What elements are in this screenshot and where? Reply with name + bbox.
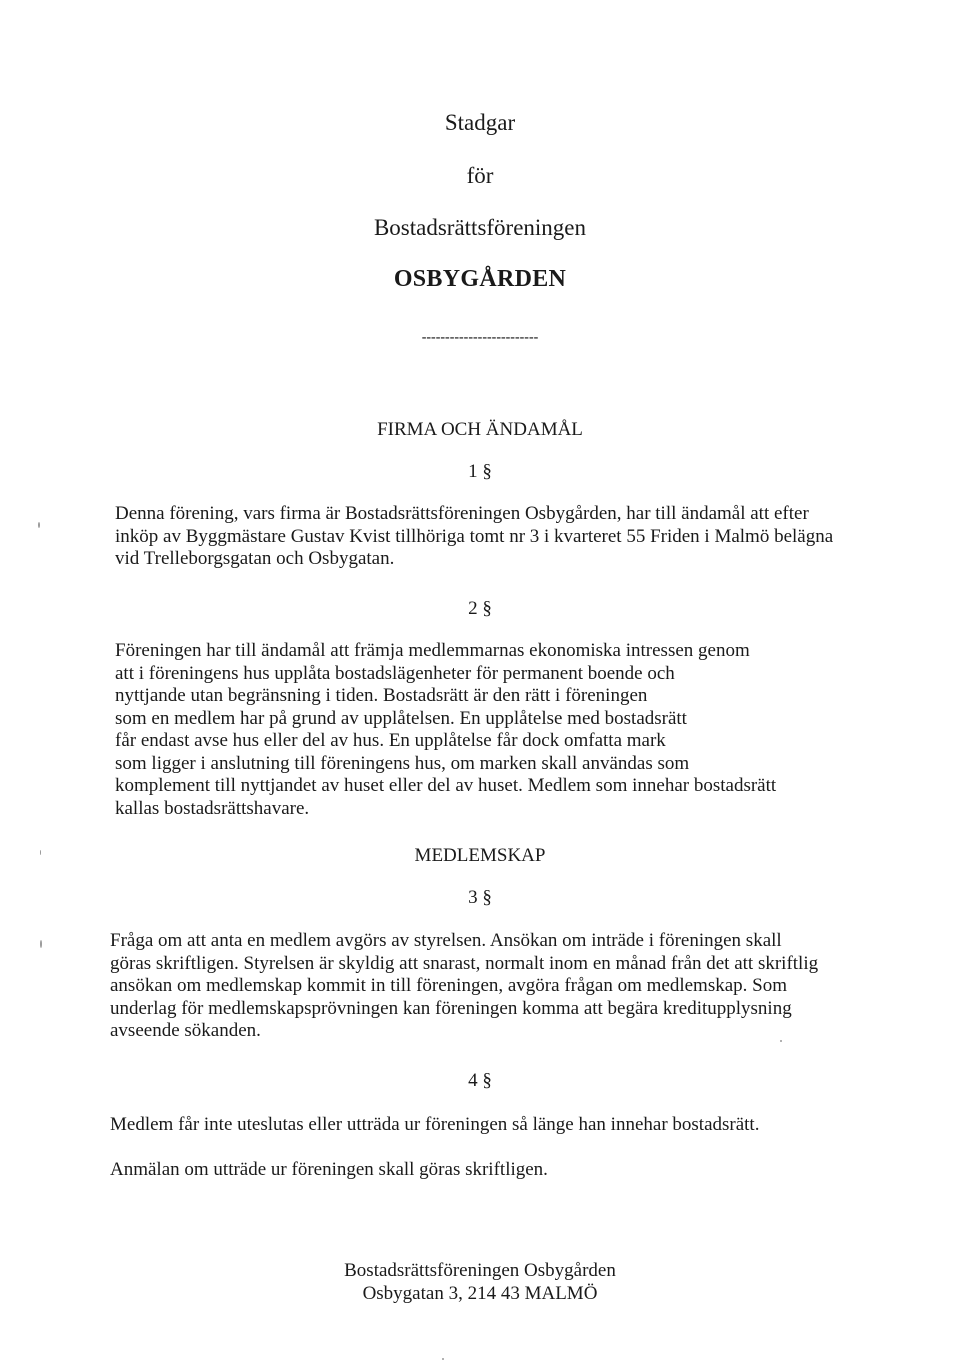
paragraph-line: Föreningen har till ändamål att främja medlemmarnas ekonomiska intressen genom (115, 640, 750, 661)
decorative-rule: ------------------------- (421, 330, 539, 345)
paragraph-line: inköp av Byggmästare Gustav Kvist tillhöriga tomt nr 3 i kvarteret 55 Friden i Malmö belägna (115, 525, 834, 547)
scan-speck (40, 850, 41, 855)
paragraph-4b (110, 1159, 548, 1182)
section-number-1: 1 § (468, 461, 492, 482)
scan-speck (780, 1040, 782, 1042)
paragraph-3 (110, 930, 818, 1043)
paragraph-2 (115, 640, 776, 820)
paragraph-line: Fråga om att anta en medlem avgörs av styrelsen. Ansökan om inträde i föreningen skall (110, 930, 782, 951)
paragraph-line: göras skriftligen. Styrelsen är skyldig att snarast, normalt inom en månad från det att skriftlig (110, 952, 819, 974)
association-name: OSBYGÅRDEN (393, 266, 567, 292)
paragraph-line: Medlem får inte uteslutas eller utträda ur föreningen så länge han innehar bostadsrätt. (110, 1114, 760, 1135)
paragraph-line: Anmälan om utträde ur föreningen skall göras skriftligen. (110, 1159, 548, 1180)
paragraph-line: att i föreningens hus upplåta bostadslägenheter för permanent boende och (115, 662, 675, 684)
paragraph-line: underlag för medlemskapsprövningen kan föreningen komma att begära kreditupplysning (110, 997, 792, 1019)
section-number-2: 2 § (468, 598, 492, 619)
paragraph-1 (115, 503, 833, 571)
paragraph-line: som en medlem har på grund av upplåtelsen. En upplåtelse med bostadsrätt (115, 707, 687, 729)
paragraph-line: som ligger i anslutning till föreningens hus, om marken skall användas som (115, 752, 690, 774)
paragraph-line: nyttjande utan begränsning i tiden. Bostadsrätt är den rätt i föreningen (115, 685, 648, 706)
footer-address: Osbygatan 3, 214 43 MALMÖ (362, 1283, 598, 1304)
paragraph-line: får endast avse hus eller del av hus. En upplåtelse får dock omfatta mark (115, 730, 666, 751)
scan-speck (40, 940, 42, 948)
section-number-4: 4 § (468, 1070, 492, 1091)
paragraph-line: vid Trelleborgsgatan och Osbygatan. (115, 548, 395, 569)
document-title: Stadgar (444, 110, 516, 135)
document-for: för (466, 163, 494, 188)
section-heading-medlemskap: MEDLEMSKAP (414, 845, 546, 866)
paragraph-line: avseende sökanden. (110, 1020, 261, 1041)
section-number-3: 3 § (468, 887, 492, 908)
scan-speck (38, 522, 40, 528)
scan-speck (442, 1358, 444, 1360)
paragraph-line: komplement till nyttjandet av huset eller del av huset. Medlem som innehar bostadsrätt (115, 775, 777, 796)
paragraph-4 (110, 1114, 759, 1137)
association-label: Bostadsrättsföreningen (373, 215, 587, 240)
footer-association: Bostadsrättsföreningen Osbygården (344, 1260, 616, 1281)
paragraph-line: ansökan om medlemskap kommit in till föreningen, avgöra frågan om medlemskap. Som (110, 975, 787, 996)
paragraph-line: Denna förening, vars firma är Bostadsrättsföreningen Osbygården, har till ändamål att efter (115, 503, 809, 524)
paragraph-line: kallas bostadsrättshavare. (115, 797, 310, 819)
section-heading-firma: FIRMA OCH ÄNDAMÅL (377, 419, 583, 440)
